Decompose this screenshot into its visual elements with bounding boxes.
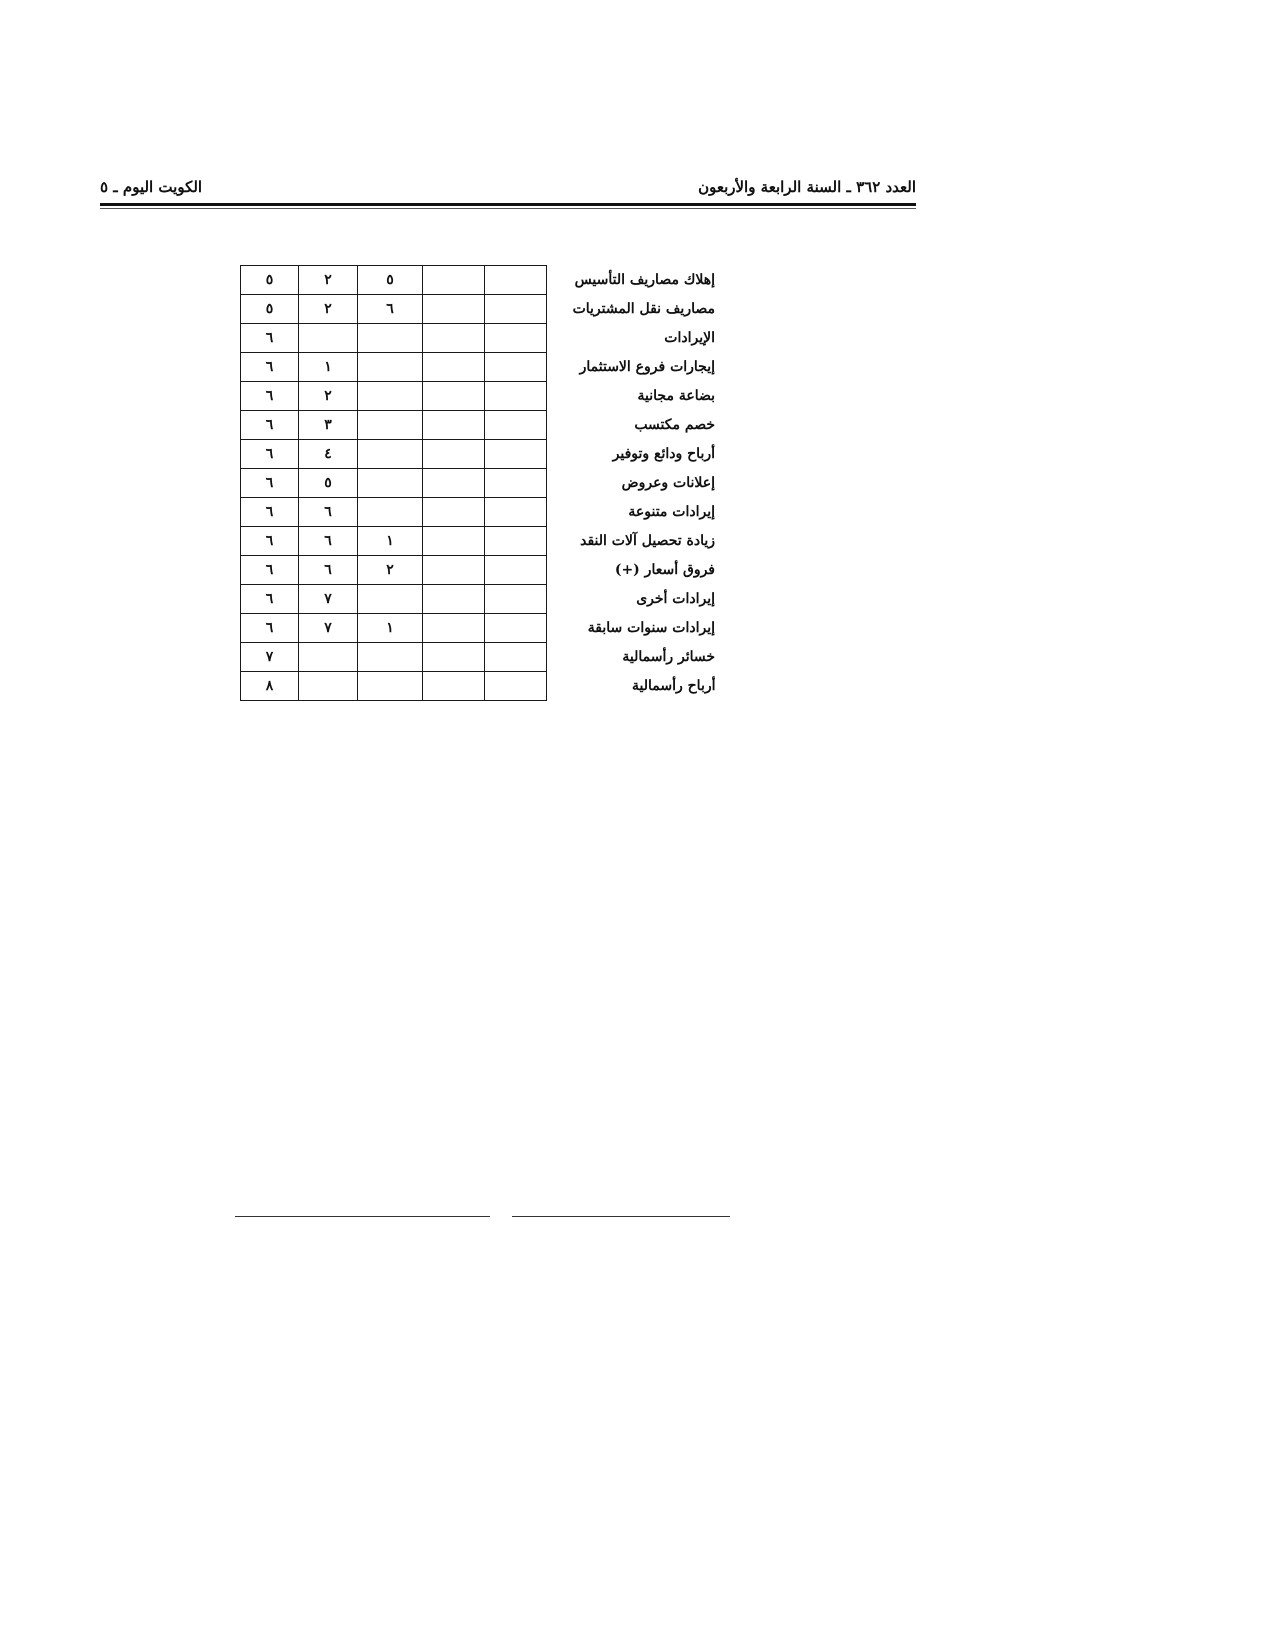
table-row	[241, 527, 726, 556]
table-row	[241, 324, 726, 353]
code-cell: ٦	[299, 498, 358, 527]
code-cell: ٦	[241, 324, 299, 353]
code-cell	[485, 498, 547, 527]
code-cell	[485, 556, 547, 585]
table-row	[241, 672, 726, 701]
row-label: خسائر رأسمالية	[622, 649, 715, 665]
row-label: إيجارات فروع الاستثمار	[579, 359, 715, 375]
code-cell: ٥	[299, 469, 358, 498]
code-cell	[423, 469, 485, 498]
row-label: أرباح ودائع وتوفير	[612, 446, 715, 462]
table-body	[241, 266, 726, 701]
code-cell	[423, 440, 485, 469]
code-cell: ١	[299, 353, 358, 382]
row-label: أرباح رأسمالية	[632, 678, 716, 694]
code-cell	[485, 382, 547, 411]
account-codes-table	[240, 265, 726, 701]
table-row	[241, 382, 726, 411]
code-cell	[358, 440, 423, 469]
code-cell: ٦	[241, 411, 299, 440]
table-row	[241, 643, 726, 672]
code-cell: ١	[358, 614, 423, 643]
code-cell	[485, 643, 547, 672]
code-cell	[485, 266, 547, 295]
table-row	[241, 266, 726, 295]
code-cell: ٦	[299, 527, 358, 556]
code-cell	[358, 585, 423, 614]
footer-rule	[235, 1216, 490, 1217]
code-cell: ٥	[241, 266, 299, 295]
code-cell	[423, 643, 485, 672]
table-row	[241, 585, 726, 614]
code-cell	[423, 672, 485, 701]
header-rule	[100, 203, 916, 206]
code-cell: ٣	[299, 411, 358, 440]
code-cell	[423, 324, 485, 353]
code-cell: ٦	[358, 295, 423, 324]
code-cell: ٦	[241, 527, 299, 556]
code-cell	[423, 556, 485, 585]
code-cell	[358, 643, 423, 672]
code-cell	[423, 614, 485, 643]
row-label: الإيرادات	[664, 330, 715, 346]
code-cell: ٧	[299, 585, 358, 614]
row-label: خصم مكتسب	[634, 417, 715, 433]
code-cell: ٧	[241, 643, 299, 672]
code-cell	[299, 324, 358, 353]
code-cell: ٢	[299, 266, 358, 295]
row-label: فروق أسعار (+)	[614, 562, 715, 578]
code-cell: ٤	[299, 440, 358, 469]
code-cell	[485, 324, 547, 353]
code-cell: ٦	[241, 353, 299, 382]
code-cell	[485, 585, 547, 614]
code-cell: ٦	[241, 469, 299, 498]
row-label: إيرادات متنوعة	[628, 504, 715, 520]
code-cell	[485, 527, 547, 556]
code-cell	[423, 353, 485, 382]
code-cell: ١	[358, 527, 423, 556]
code-cell	[358, 469, 423, 498]
code-cell	[358, 382, 423, 411]
row-label: إهلاك مصاريف التأسيس	[574, 272, 715, 288]
code-cell	[485, 672, 547, 701]
row-label: بضاعة مجانية	[637, 388, 715, 404]
code-cell: ٦	[241, 556, 299, 585]
table-row	[241, 295, 726, 324]
code-cell: ٦	[299, 556, 358, 585]
code-cell: ٦	[241, 614, 299, 643]
header-rule-thin	[100, 208, 916, 209]
code-cell: ٥	[358, 266, 423, 295]
code-cell	[485, 411, 547, 440]
code-cell	[485, 353, 547, 382]
publication-info: الكويت اليوم ـ ٥	[100, 178, 203, 196]
code-cell	[299, 672, 358, 701]
row-label: إيرادات أخرى	[636, 591, 715, 607]
table-row	[241, 440, 726, 469]
code-cell	[485, 614, 547, 643]
row-label: مصاريف نقل المشتريات	[572, 301, 715, 317]
code-cell	[358, 672, 423, 701]
code-cell	[358, 353, 423, 382]
table-row	[241, 498, 726, 527]
code-cell: ٦	[241, 440, 299, 469]
code-cell: ٦	[241, 498, 299, 527]
code-cell	[485, 440, 547, 469]
code-cell	[423, 411, 485, 440]
code-cell	[423, 498, 485, 527]
code-cell	[358, 411, 423, 440]
code-cell: ٦	[241, 585, 299, 614]
footer-rule	[512, 1216, 730, 1217]
code-cell: ٢	[299, 382, 358, 411]
table-row	[241, 556, 726, 585]
code-cell	[485, 295, 547, 324]
code-cell: ٢	[299, 295, 358, 324]
code-cell	[299, 643, 358, 672]
code-cell	[423, 585, 485, 614]
code-cell	[485, 469, 547, 498]
code-cell	[358, 324, 423, 353]
table-row	[241, 411, 726, 440]
code-cell	[423, 382, 485, 411]
code-cell	[358, 498, 423, 527]
table-row	[241, 353, 726, 382]
row-label: إيرادات سنوات سابقة	[587, 620, 715, 636]
row-label: إعلانات وعروض	[621, 475, 715, 491]
code-cell: ٢	[358, 556, 423, 585]
row-label: زيادة تحصيل آلات النقد	[580, 533, 715, 549]
code-cell: ٦	[241, 382, 299, 411]
code-cell	[423, 266, 485, 295]
page-header	[100, 178, 916, 198]
code-cell: ٧	[299, 614, 358, 643]
table-row	[241, 614, 726, 643]
code-cell	[423, 527, 485, 556]
code-cell: ٥	[241, 295, 299, 324]
table-row	[241, 469, 726, 498]
code-cell	[423, 295, 485, 324]
code-cell: ٨	[241, 672, 299, 701]
issue-info: العدد ٣٦٢ ـ السنة الرابعة والأربعون	[698, 178, 916, 196]
